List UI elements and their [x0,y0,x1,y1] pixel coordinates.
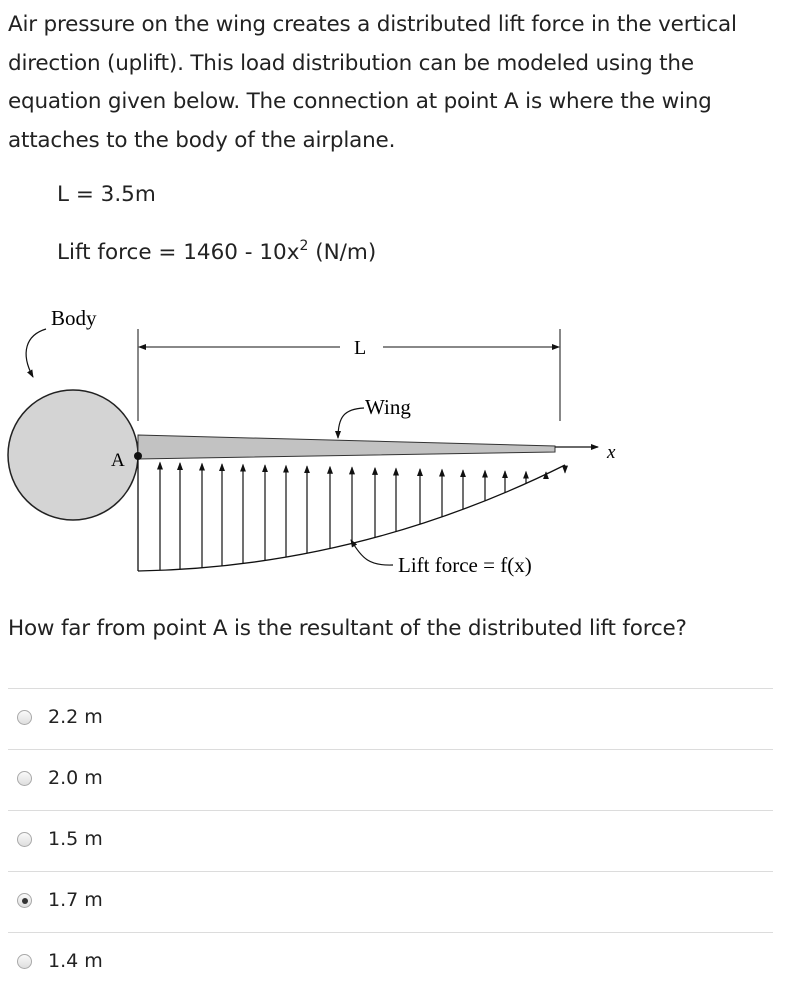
lift-leader-line [351,540,393,565]
radio-button[interactable] [17,710,32,725]
answer-option-label: 2.0 m [48,767,103,789]
answer-option[interactable] [8,749,773,810]
radio-button[interactable] [17,954,32,969]
answer-option-label: 1.4 m [48,950,103,972]
radio-button[interactable] [17,832,32,847]
answer-option-label: 2.2 m [48,706,103,728]
answer-option-label: 1.7 m [48,889,103,911]
answer-option[interactable] [8,810,773,871]
wing-leader-line [338,408,364,438]
lift-equation-prefix: Lift force = 1460 - 10x [57,240,300,265]
point-a-label: A [111,450,125,471]
answer-option[interactable] [8,871,773,932]
answer-option[interactable] [8,932,773,993]
problem-statement: Air pressure on the wing creates a distributed lift force in the vertical direction (uplift). This load distribution can be modeled using the equation given below. The connection at point A is where the wing attaches to the body of the airplane. [8,12,737,153]
wing-shape [138,435,555,459]
given-lift-equation [57,240,376,265]
radio-button[interactable] [17,893,32,908]
lift-equation-exponent: 2 [299,238,309,254]
lift-force-label: Lift force = f(x) [398,553,532,577]
answer-option-label: 1.5 m [48,828,103,850]
wing-load-diagram [0,295,788,595]
body-label: Body [51,306,97,330]
wing-label: Wing [365,395,411,419]
length-label: L [354,337,367,359]
question-text: How far from point A is the resultant of the distributed lift force? [8,616,687,641]
lift-equation-suffix: (N/m) [308,240,377,265]
answer-option[interactable] [8,688,773,749]
given-length: L = 3.5m [57,182,156,207]
body-leader-line [26,329,46,377]
answer-options [8,688,773,993]
x-axis-label: x [607,442,616,463]
radio-button[interactable] [17,771,32,786]
